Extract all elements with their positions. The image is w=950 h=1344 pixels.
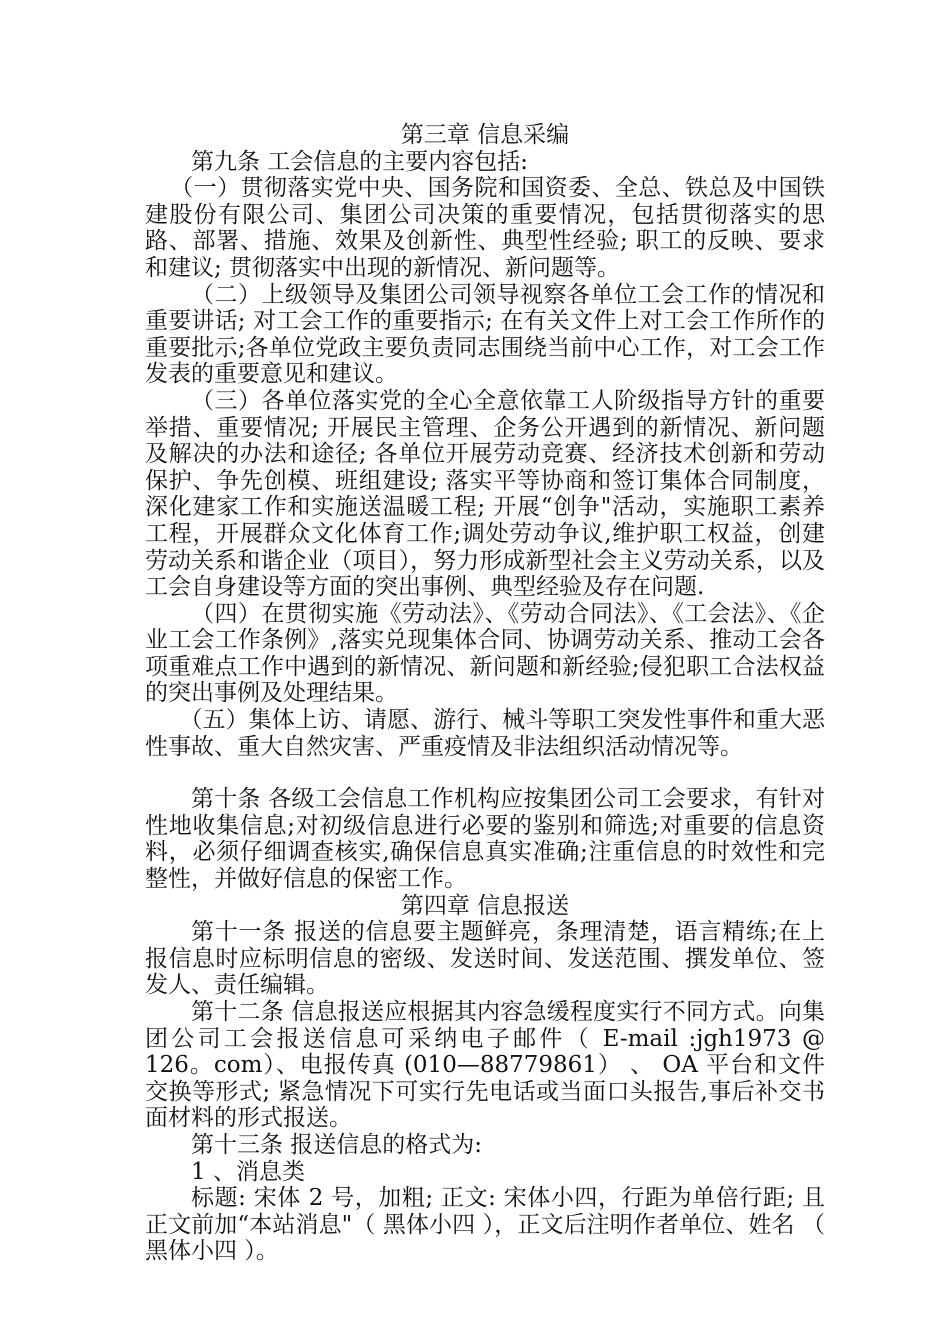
article-10: 第十条 各级工会信息工作机构应按集团公司工会要求，有针对性地收集信息;对初级信息进行必要的鉴别和筛选;对重要的信息资料，必须仔细调查核实,确保信息真实准确;注重信息的时效性和完整性，并做好信息的保密工作。	[145, 786, 825, 893]
article-9-item-2: （二）上级领导及集团公司领导视察各单位工会工作的情况和重要讲话; 对工会工作的重要指示; 在有关文件上对工会工作所作的重要批示;各单位党政主要负责同志围绕当前中心工作，对工会工作发表的重要意见和建议。	[145, 281, 825, 388]
blank-line	[145, 760, 825, 786]
article-9-item-5: （五）集体上访、请愿、游行、械斗等职工突发性事件和重大恶性事故、重大自然灾害、严重疫情及非法组织活动情况等。	[145, 707, 825, 760]
article-9-item-3: （三）各单位落实党的全心全意依靠工人阶级指导方针的重要举措、重要情况; 开展民主管理、企务公开遇到的新情况、新问题及解决的办法和途径; 各单位开展劳动竞赛、经济技术创新和劳动保护、争先创模、班组建设; 落实平等协商和签订集体合同制度，深化建家工作和实施送温暖工程; 开展“创争"活动，实施职工素养工程，开展群众文化体育工作;调处劳动争议,维护职工权益，创建劳动关系和谐企业（项目），努力形成新型社会主义劳动关系，以及工会自身建设等方面的突出事例、典型经验及存在问题.	[145, 387, 825, 601]
article-9-item-1: （一）贯彻落实党中央、国务院和国资委、全总、铁总及中国铁建股份有限公司、集团公司决策的重要情况，包括贯彻落实的思路、部署、措施、效果及创新性、典型性经验; 职工的反映、要求和建议; 贯彻落实中出现的新情况、新问题等。	[145, 175, 825, 281]
article-13-item-1: 1 、消息类	[191, 1158, 305, 1185]
article-12: 第十二条 信息报送应根据其内容急缓程度实行不同方式。向集团公司工会报送信息可采纳电子邮件（ E-mail :jgh1973 @ 126。com）、电报传真 (010—88779861） 、 OA 平台和文件交换等形式; 紧急情况下可实行先电话或当面口头报告,事后补交书面材料的形式报送。	[145, 999, 825, 1132]
article-11: 第十一条 报送的信息要主题鲜亮，条理清楚，语言精练;在上报信息时应标明信息的密级、发送时间、发送范围、撰发单位、签发人、责任编辑。	[145, 919, 825, 999]
article-9-item-4: （四）在贯彻实施《劳动法》、《劳动合同法》、《工会法》、《企业工会工作条例》,落实兑现集体合同、协调劳动关系、推动工会各项重难点工作中遇到的新情况、新问题和新经验;侵犯职工合法权益的突出事例及处理结果。	[145, 600, 825, 707]
chapter-3-title: 第三章 信息采编	[400, 122, 570, 148]
document-body	[145, 122, 825, 1265]
article-13: 第十三条 报送信息的格式为:	[191, 1131, 483, 1158]
article-13-format: 标题: 宋体 2 号，加粗; 正文: 宋体小四，行距为单倍行距; 且正文前加“本站消息"（ 黑体小四 ），正文后注明作者单位、姓名 （ 黑体小四 ）。	[145, 1185, 825, 1265]
chapter-4-title: 第四章 信息报送	[400, 892, 570, 919]
article-9: 第九条 工会信息的主要内容包括:	[191, 148, 529, 175]
